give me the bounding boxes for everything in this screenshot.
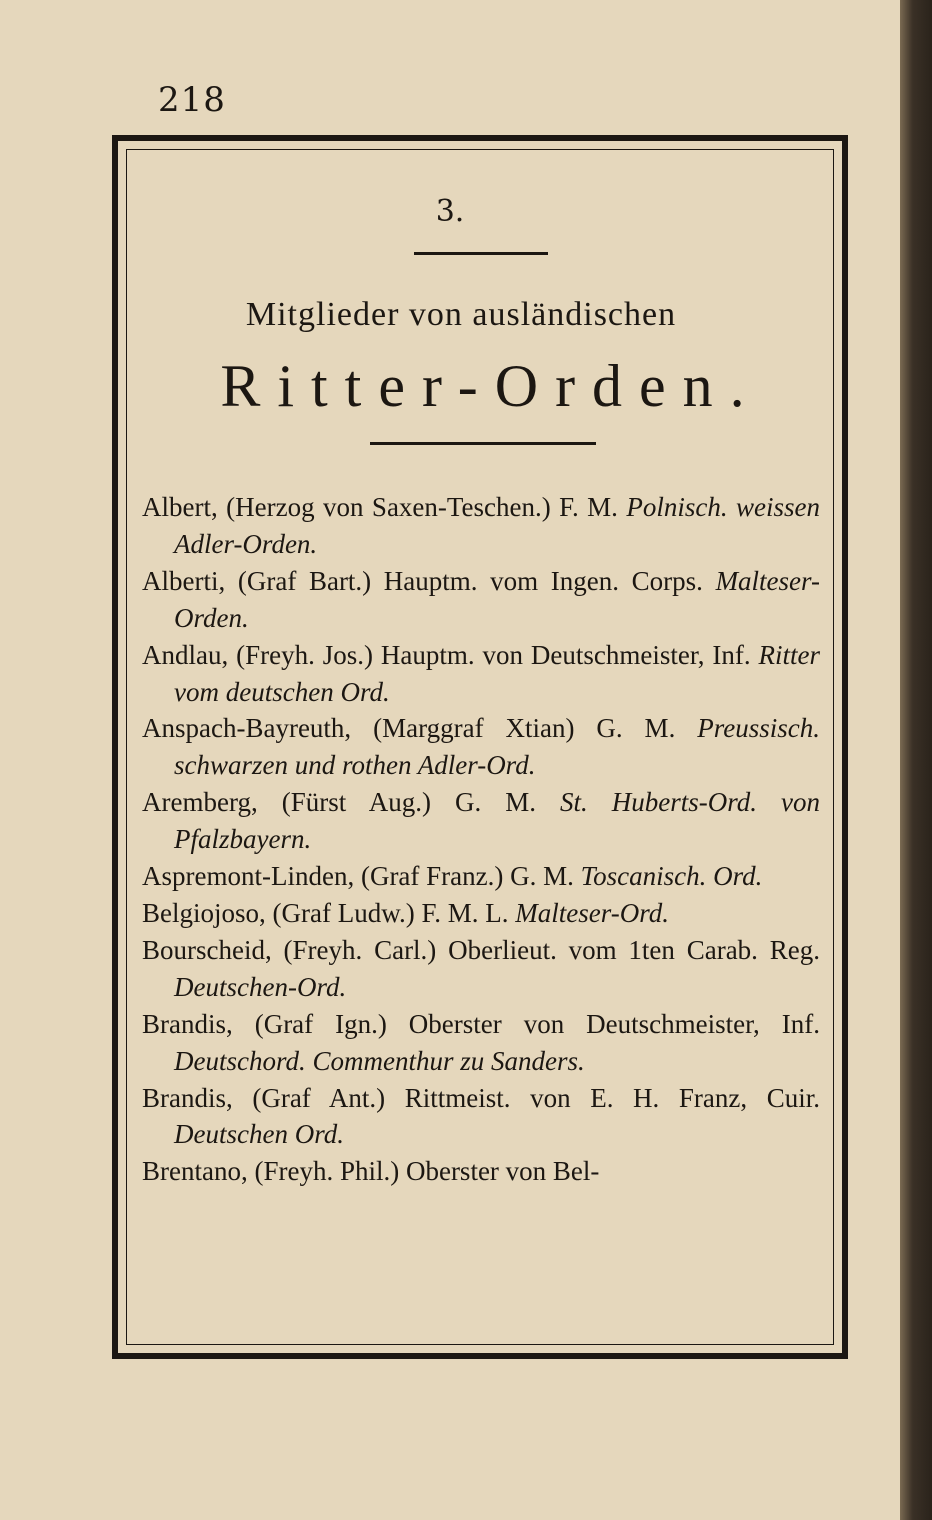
entry-order: Polnisch. weissen Adler-Orden. bbox=[174, 492, 820, 559]
divider-rule-bottom bbox=[370, 442, 596, 445]
list-item bbox=[142, 637, 820, 711]
list-item bbox=[142, 710, 820, 784]
list-item bbox=[142, 1153, 820, 1190]
entry-text: Andlau, (Freyh. Jos.) Hauptm. von Deutschmeister, Inf. bbox=[142, 639, 751, 670]
section-heading-line2: Ritter-Orden. bbox=[220, 353, 762, 419]
entry-text: Aremberg, (Fürst Aug.) G. M. bbox=[142, 787, 536, 818]
entry-order: St. Huberts-Ord. von Pfalzbayern. bbox=[174, 787, 821, 855]
divider-rule-top bbox=[414, 252, 548, 255]
entry-order: Deutschord. Commenthur zu Sanders. bbox=[174, 1045, 585, 1076]
entry-text: Alberti, (Graf Bart.) Hauptm. vom Ingen. Corps. bbox=[142, 565, 703, 596]
entry-text: Bourscheid, (Freyh. Carl.) Oberlieut. vom 1ten Carab. Reg. bbox=[142, 934, 820, 965]
entry-order: Ritter vom deutschen Ord. bbox=[174, 639, 820, 707]
section-number: 3. bbox=[435, 194, 465, 229]
entry-order: Toscanisch. Ord. bbox=[580, 861, 763, 892]
list-item bbox=[142, 563, 820, 637]
list-item bbox=[142, 1080, 820, 1154]
list-item bbox=[142, 858, 820, 895]
list-item bbox=[142, 784, 820, 858]
entry-text: Anspach-Bayreuth, (Marggraf Xtian) G. M. bbox=[142, 713, 676, 744]
book-page-edge bbox=[900, 0, 932, 1520]
list-item bbox=[142, 1006, 820, 1080]
entry-order: Malteser-Ord. bbox=[515, 897, 669, 928]
entry-order: Deutschen-Ord. bbox=[174, 971, 347, 1002]
entry-order: Deutschen Ord. bbox=[174, 1119, 344, 1150]
entry-text: Brandis, (Graf Ant.) Rittmeist. von E. H. Franz, Cuir. bbox=[142, 1082, 820, 1113]
entry-text: Aspremont-Linden, (Graf Franz.) G. M. bbox=[142, 861, 574, 892]
entry-order: Preussisch. schwarzen und rothen Adler-Ord. bbox=[174, 713, 821, 781]
section-heading-line1: Mitglieder von ausländischen bbox=[245, 296, 677, 333]
entry-text: Belgiojoso, (Graf Ludw.) F. M. L. bbox=[142, 897, 509, 928]
member-list bbox=[142, 489, 820, 1190]
list-item bbox=[142, 895, 820, 932]
list-item bbox=[142, 932, 820, 1006]
entry-text: Brandis, (Graf Ign.) Oberster von Deutschmeister, Inf. bbox=[142, 1008, 820, 1039]
entry-text: Albert, (Herzog von Saxen-Teschen.) F. M. bbox=[142, 492, 618, 522]
entry-text: Brentano, (Freyh. Phil.) Oberster von Bel- bbox=[142, 1156, 600, 1187]
entry-order: Malteser-Orden. bbox=[174, 565, 820, 633]
list-item bbox=[142, 489, 820, 563]
page-number: 218 bbox=[158, 80, 226, 120]
